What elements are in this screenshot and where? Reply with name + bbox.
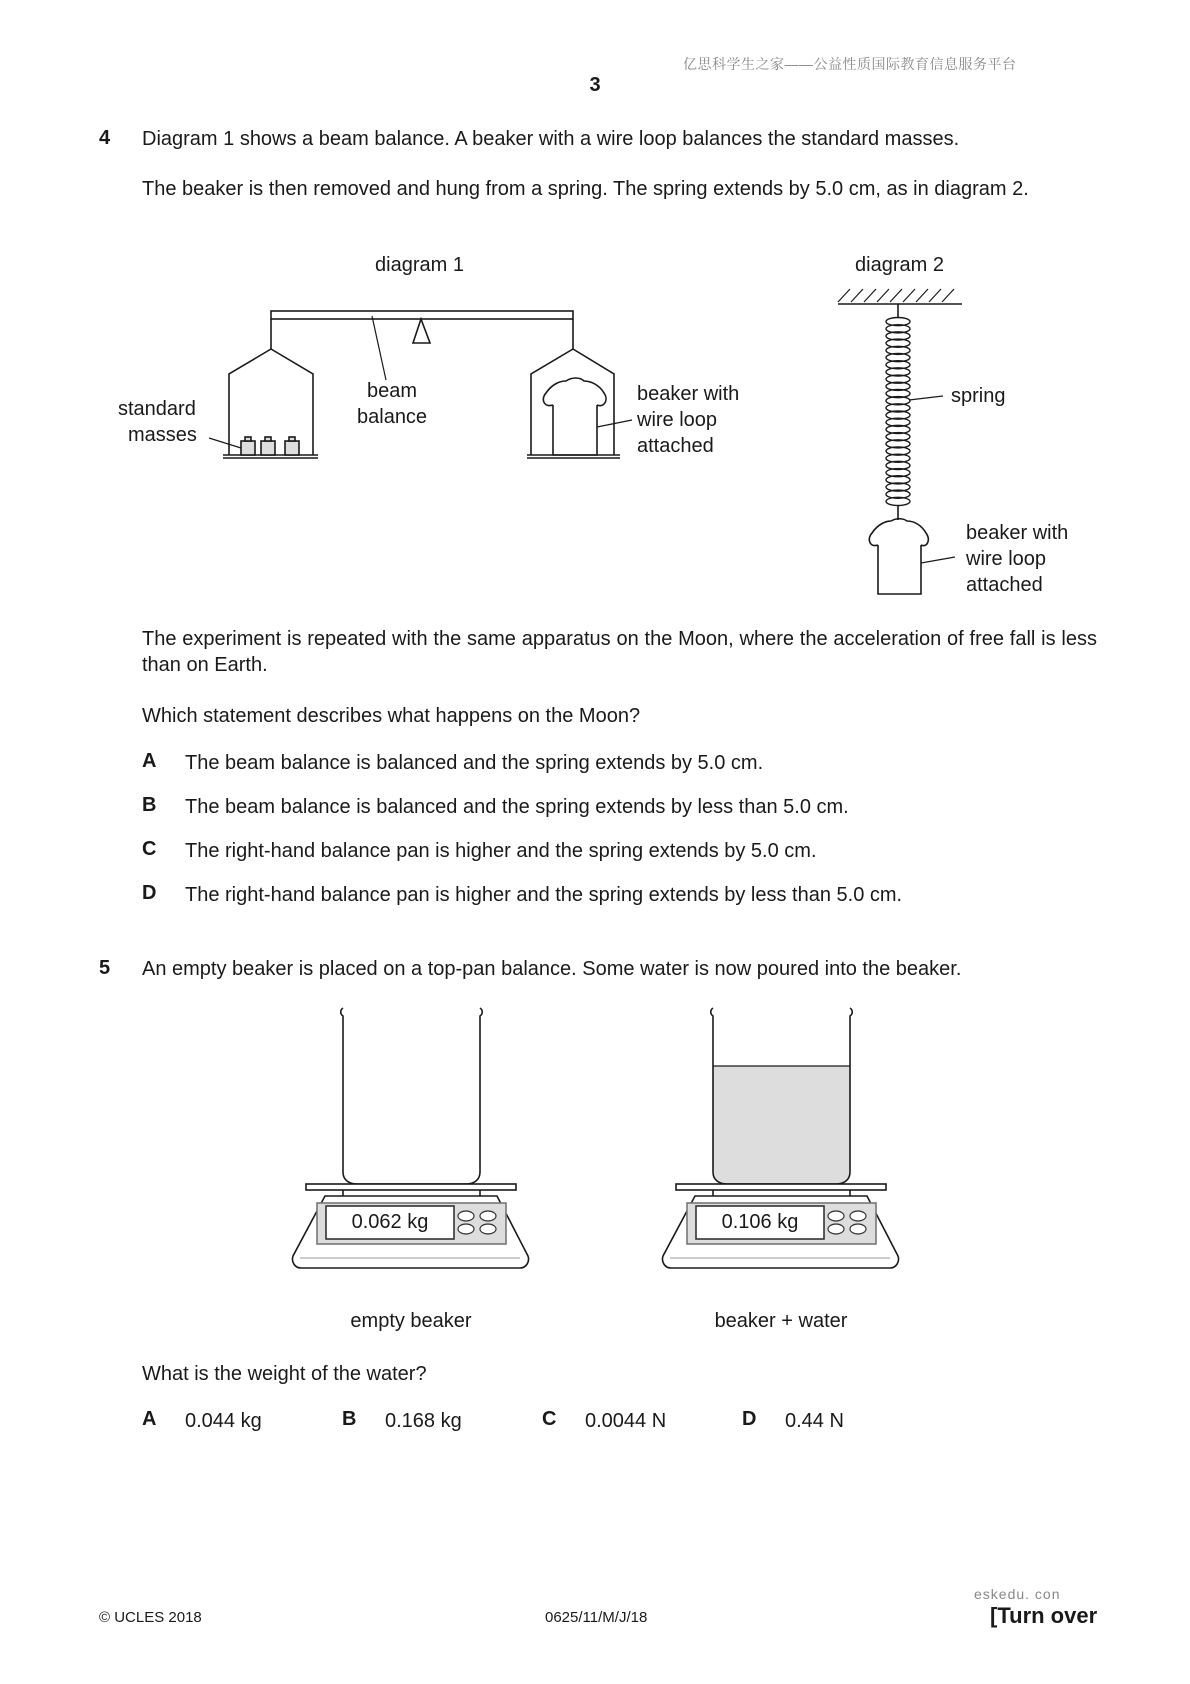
question-5-prompt: What is the weight of the water? bbox=[142, 1363, 427, 1385]
option-letter: D bbox=[142, 882, 157, 904]
question-4-prompt: Which statement describes what happens on the Moon? bbox=[142, 705, 641, 727]
right-balance-reading: 0.106 kg bbox=[721, 1211, 799, 1233]
hanging-beaker-label-3: attached bbox=[966, 574, 1043, 596]
option-text: 0.0044 N bbox=[585, 1410, 667, 1432]
spring-label: spring bbox=[951, 385, 1006, 407]
turn-over: [Turn over bbox=[990, 1603, 1098, 1628]
beam-balance-label-2: balance bbox=[357, 406, 428, 428]
beaker-on-pan bbox=[543, 378, 606, 455]
standard-masses bbox=[241, 437, 299, 455]
page-number: 3 bbox=[589, 74, 601, 96]
watermark-text: 亿思科学生之家——公益性质国际教育信息服务平台 bbox=[683, 56, 1017, 72]
question-4-spring-text: The beaker is then removed and hung from a spring. The spring extends by 5.0 cm, as in diagram 2. bbox=[142, 178, 1029, 200]
option-letter: D bbox=[742, 1408, 757, 1430]
site-watermark: eskedu. con bbox=[974, 1586, 1061, 1602]
beam-label-line bbox=[372, 316, 386, 380]
option-c[interactable] bbox=[542, 1408, 667, 1432]
hanging-beaker-label-line bbox=[921, 557, 955, 563]
option-letter: C bbox=[142, 838, 157, 860]
copyright: © UCLES 2018 bbox=[99, 1609, 202, 1626]
option-letter: A bbox=[142, 750, 157, 772]
masses-label-line bbox=[209, 438, 241, 448]
option-d[interactable] bbox=[742, 1408, 844, 1432]
hanging-beaker-label-2: wire loop bbox=[966, 548, 1047, 570]
option-letter: A bbox=[142, 1408, 157, 1430]
question-4-intro: Diagram 1 shows a beam balance. A beaker with a wire loop balances the standard masses. bbox=[142, 128, 960, 150]
option-d[interactable] bbox=[142, 882, 903, 906]
option-b[interactable] bbox=[142, 794, 849, 818]
option-text: 0.168 kg bbox=[385, 1410, 462, 1432]
beaker-water-caption: beaker + water bbox=[714, 1310, 848, 1332]
option-b[interactable] bbox=[342, 1408, 462, 1432]
option-text: 0.044 kg bbox=[185, 1410, 262, 1432]
option-text: 0.44 N bbox=[785, 1410, 844, 1432]
question-4-number: 4 bbox=[99, 127, 111, 149]
option-text: The right-hand balance pan is higher and the spring extends by less than 5.0 cm. bbox=[185, 884, 903, 906]
right-pan-hanger bbox=[527, 319, 620, 458]
question-5-intro: An empty beaker is placed on a top-pan balance. Some water is now poured into the beaker. bbox=[142, 958, 962, 980]
spring-label-line bbox=[909, 396, 943, 400]
left-balance-reading: 0.062 kg bbox=[351, 1211, 429, 1233]
option-c[interactable] bbox=[142, 838, 817, 862]
option-a[interactable] bbox=[142, 750, 764, 774]
standard-masses-label-2: masses bbox=[128, 424, 197, 446]
option-text: The right-hand balance pan is higher and the spring extends by 5.0 cm. bbox=[185, 840, 817, 862]
diagram-1-title: diagram 1 bbox=[375, 254, 464, 276]
beam-bar bbox=[271, 311, 573, 319]
pivot-triangle bbox=[413, 319, 430, 343]
diagram-2-title: diagram 2 bbox=[855, 254, 944, 276]
option-text: The beam balance is balanced and the spring extends by 5.0 cm. bbox=[185, 752, 764, 774]
option-text: The beam balance is balanced and the spring extends by less than 5.0 cm. bbox=[185, 796, 849, 818]
question-4-moon-text: The experiment is repeated with the same apparatus on the Moon, where the acceleration of free fall is less than on Earth. bbox=[142, 628, 1097, 676]
spring-coils bbox=[886, 318, 910, 506]
beam-balance-label-1: beam bbox=[367, 380, 418, 402]
beaker-label-2: wire loop bbox=[637, 409, 718, 431]
hanging-beaker bbox=[869, 519, 928, 594]
hanging-beaker-label-1: beaker with bbox=[966, 522, 1069, 544]
option-a[interactable] bbox=[142, 1408, 262, 1432]
option-letter: C bbox=[542, 1408, 557, 1430]
beaker-label-3: attached bbox=[637, 435, 714, 457]
standard-masses-label-1: standard bbox=[118, 398, 196, 420]
empty-beaker-caption: empty beaker bbox=[350, 1310, 472, 1332]
option-letter: B bbox=[142, 794, 157, 816]
option-letter: B bbox=[342, 1408, 357, 1430]
question-5-number: 5 bbox=[99, 957, 111, 979]
ceiling-hatch bbox=[838, 289, 954, 302]
paper-code: 0625/11/M/J/18 bbox=[545, 1609, 648, 1626]
beaker-label-1: beaker with bbox=[637, 383, 740, 405]
